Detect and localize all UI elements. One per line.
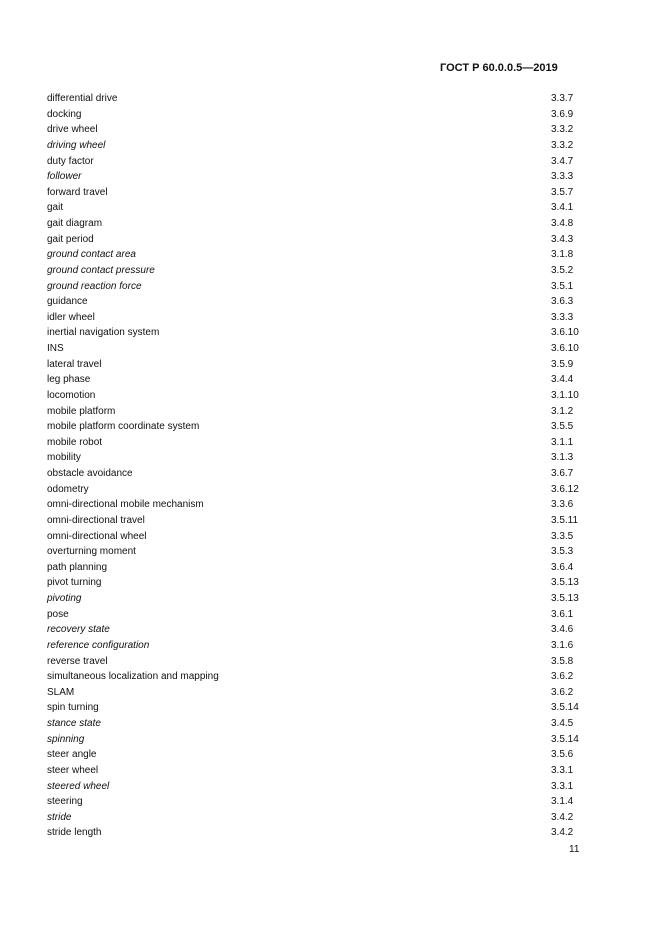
- index-entry: [47, 654, 587, 670]
- index-term: steer wheel: [47, 764, 99, 776]
- index-term: driving wheel: [47, 139, 106, 151]
- index-reference: 3.1.4: [551, 796, 574, 808]
- index-entry: [47, 169, 587, 185]
- index-reference: 3.3.2: [551, 139, 574, 151]
- index-reference: 3.4.1: [551, 202, 574, 214]
- index-entry: [47, 575, 587, 591]
- index-term: leg phase: [47, 374, 91, 386]
- index-term: duty factor: [47, 155, 94, 167]
- index-reference: 3.5.6: [551, 749, 574, 761]
- index-reference: 3.4.5: [551, 718, 574, 729]
- index-term: pivot turning: [47, 577, 102, 589]
- index-entry: [47, 294, 587, 310]
- index-entry: [47, 200, 587, 216]
- index-term: INS: [47, 343, 64, 354]
- index-reference: 3.4.3: [551, 233, 574, 245]
- index-reference: 3.1.1: [551, 436, 574, 448]
- index-reference: 3.5.13: [551, 577, 579, 589]
- index-reference: 3.5.13: [551, 593, 579, 604]
- index-entry: [47, 685, 587, 701]
- index-term: stride length: [47, 827, 102, 839]
- index-term: omni-directional travel: [47, 514, 145, 526]
- index-term: overturning moment: [47, 546, 136, 558]
- index-entry: [47, 247, 587, 263]
- index-entry: [47, 591, 587, 607]
- index-entry: [47, 91, 587, 107]
- index-entry: [47, 779, 587, 795]
- index-entry: [47, 732, 587, 748]
- index-term: recovery state: [47, 624, 110, 636]
- index-term: odometry: [47, 483, 89, 495]
- index-term: lateral travel: [47, 358, 102, 370]
- index-reference: 3.4.4: [551, 374, 574, 386]
- index-term: steered wheel: [47, 780, 110, 792]
- index-entry: [47, 544, 587, 560]
- index-term: omni-directional wheel: [47, 530, 147, 542]
- index-entry: [47, 263, 587, 279]
- index-entry: [47, 825, 587, 841]
- index-entry: [47, 560, 587, 576]
- index-entry: [47, 216, 587, 232]
- index-reference: 3.3.3: [551, 311, 574, 323]
- index-entry: [47, 419, 587, 435]
- index-reference: 3.5.14: [551, 733, 579, 745]
- index-entry: [47, 325, 587, 341]
- index-term: mobile robot: [47, 436, 103, 448]
- index-entry: [47, 497, 587, 513]
- index-entry: [47, 232, 587, 248]
- index-term: stance state: [47, 718, 101, 729]
- index-term: omni-directional mobile mechanism: [47, 499, 204, 511]
- index-term: SLAM: [47, 686, 75, 698]
- index-entry: [47, 154, 587, 170]
- index-term: steering: [47, 796, 83, 808]
- index-reference: 3.1.3: [551, 452, 574, 464]
- index-reference: 3.1.10: [551, 389, 579, 401]
- index-reference: 3.3.2: [551, 124, 574, 136]
- index-term: mobility: [47, 452, 81, 464]
- index-reference: 3.3.5: [551, 530, 574, 542]
- index-reference: 3.5.2: [551, 264, 574, 276]
- index-reference: 3.1.2: [551, 405, 574, 417]
- index-entry: [47, 122, 587, 138]
- index-entry: [47, 279, 587, 295]
- index-term: simultaneous localization and mapping: [47, 671, 219, 683]
- index-term: ground contact pressure: [47, 264, 155, 276]
- index-term: ground contact area: [47, 249, 136, 261]
- index-term: drive wheel: [47, 124, 98, 136]
- index-term: differential drive: [47, 93, 118, 104]
- index-term: locomotion: [47, 389, 96, 401]
- index-reference: 3.6.1: [551, 608, 574, 620]
- page-number: 11: [569, 844, 580, 855]
- term-index-list: [47, 91, 587, 841]
- index-term: idler wheel: [47, 311, 95, 323]
- index-reference: 3.4.2: [551, 811, 574, 823]
- index-term: gait diagram: [47, 218, 103, 229]
- index-reference: 3.6.3: [551, 296, 574, 308]
- index-reference: 3.4.2: [551, 827, 574, 839]
- index-term: spinning: [47, 733, 85, 745]
- index-reference: 3.4.8: [551, 218, 574, 229]
- index-reference: 3.3.7: [551, 93, 574, 104]
- index-reference: 3.3.6: [551, 499, 574, 511]
- index-entry: [47, 357, 587, 373]
- index-entry: [47, 669, 587, 685]
- index-entry: [47, 607, 587, 623]
- index-reference: 3.3.1: [551, 780, 574, 792]
- index-reference: 3.5.5: [551, 421, 574, 433]
- index-entry: [47, 341, 587, 357]
- index-entry: [47, 310, 587, 326]
- index-entry: [47, 482, 587, 498]
- index-term: inertial navigation system: [47, 327, 160, 339]
- index-reference: 3.6.7: [551, 468, 574, 479]
- index-term: gait period: [47, 233, 94, 245]
- index-term: reverse travel: [47, 655, 108, 667]
- index-reference: 3.6.12: [551, 483, 579, 495]
- index-reference: 3.5.8: [551, 655, 574, 667]
- index-entry: [47, 185, 587, 201]
- index-term: spin turning: [47, 702, 99, 714]
- index-entry: [47, 622, 587, 638]
- index-reference: 3.1.8: [551, 249, 574, 261]
- index-reference: 3.5.1: [551, 280, 574, 292]
- index-term: steer angle: [47, 749, 97, 761]
- index-term: ground reaction force: [47, 280, 142, 292]
- index-reference: 3.6.2: [551, 686, 574, 698]
- index-entry: [47, 450, 587, 466]
- document-header: ГОСТ Р 60.0.0.5—2019: [440, 62, 558, 74]
- index-reference: 3.4.7: [551, 155, 574, 167]
- index-entry: [47, 700, 587, 716]
- index-entry: [47, 638, 587, 654]
- index-term: pivoting: [47, 593, 82, 604]
- index-term: follower: [47, 171, 82, 183]
- index-entry: [47, 107, 587, 123]
- index-reference: 3.5.14: [551, 702, 579, 714]
- index-reference: 3.3.1: [551, 764, 574, 776]
- index-entry: [47, 747, 587, 763]
- index-entry: [47, 794, 587, 810]
- index-reference: 3.1.6: [551, 639, 574, 651]
- index-reference: 3.6.4: [551, 561, 574, 573]
- index-term: forward travel: [47, 186, 108, 198]
- index-reference: 3.6.10: [551, 327, 579, 339]
- index-reference: 3.6.9: [551, 108, 574, 120]
- index-entry: [47, 810, 587, 826]
- index-term: mobile platform: [47, 405, 116, 417]
- index-entry: [47, 716, 587, 732]
- index-reference: 3.6.10: [551, 343, 579, 354]
- index-entry: [47, 372, 587, 388]
- index-entry: [47, 404, 587, 420]
- index-entry: [47, 466, 587, 482]
- index-reference: 3.5.7: [551, 186, 574, 198]
- index-entry: [47, 763, 587, 779]
- index-entry: [47, 388, 587, 404]
- index-reference: 3.3.3: [551, 171, 574, 183]
- index-term: reference configuration: [47, 639, 150, 651]
- index-term: obstacle avoidance: [47, 468, 133, 479]
- index-term: guidance: [47, 296, 88, 308]
- index-entry: [47, 435, 587, 451]
- index-reference: 3.6.2: [551, 671, 574, 683]
- index-term: pose: [47, 608, 69, 620]
- index-term: stride: [47, 811, 72, 823]
- index-entry: [47, 529, 587, 545]
- index-reference: 3.5.11: [551, 514, 579, 526]
- index-term: docking: [47, 108, 82, 120]
- index-term: gait: [47, 202, 64, 214]
- index-term: path planning: [47, 561, 108, 573]
- index-reference: 3.5.9: [551, 358, 574, 370]
- index-reference: 3.5.3: [551, 546, 574, 558]
- index-entry: [47, 513, 587, 529]
- index-term: mobile platform coordinate system: [47, 421, 200, 433]
- index-entry: [47, 138, 587, 154]
- index-reference: 3.4.6: [551, 624, 574, 636]
